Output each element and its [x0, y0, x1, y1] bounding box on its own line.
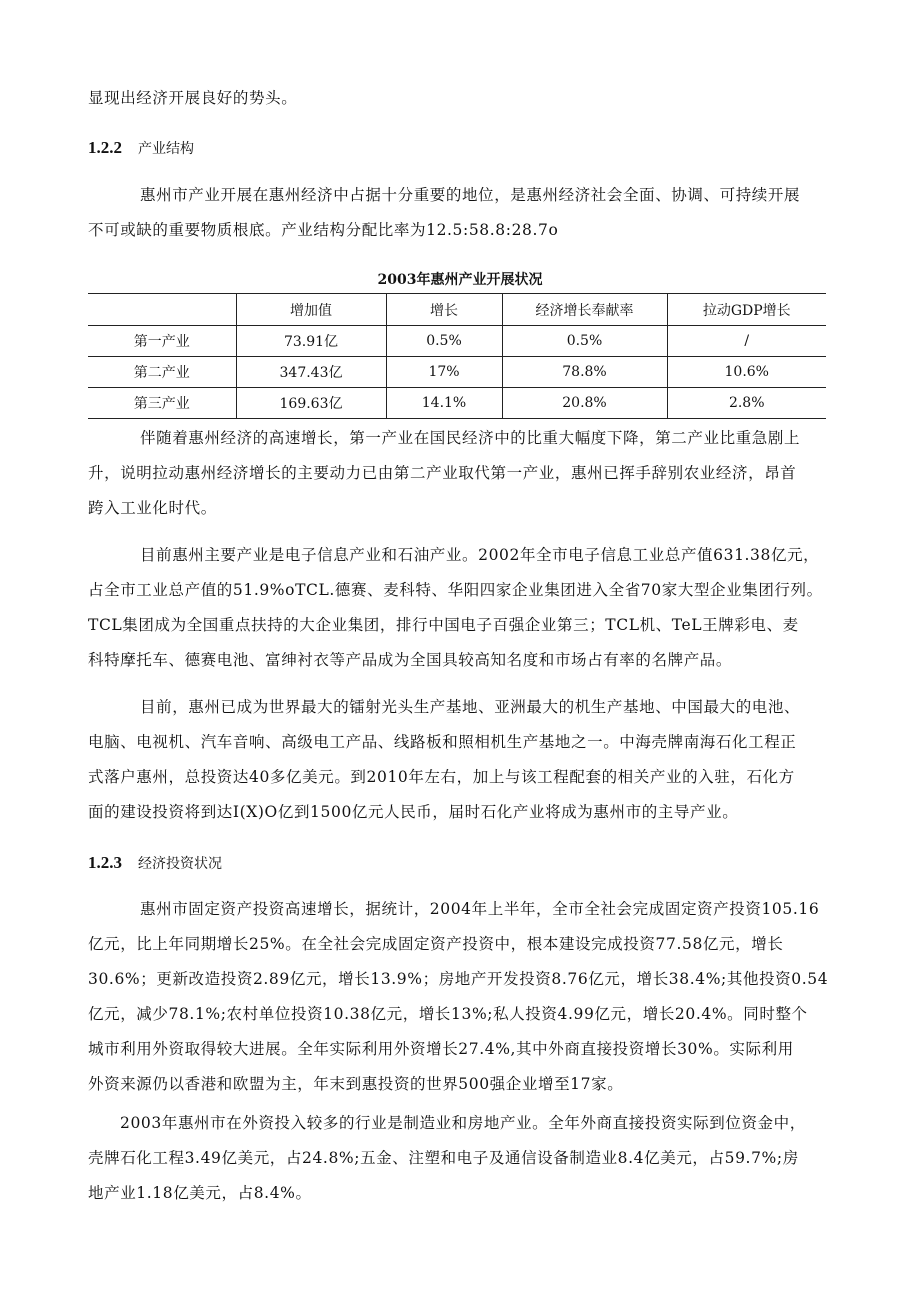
text-line: 电脑、电视机、汽车音响、高级电工产品、线路板和照相机生产基地之一。中海壳牌南海石化工程正 — [88, 733, 797, 751]
industry-table — [88, 293, 826, 419]
text-line: 地产业1.18亿美元，占8.4%。 — [88, 1184, 312, 1202]
text-line: 城市利用外资取得较大进展。全年实际利用外资增长27.4%,其中外商直接投资增长30%。实际利用 — [88, 1040, 794, 1058]
table-header-cell: 经济增长奉献率 — [502, 294, 667, 326]
text-line: 惠州市产业开展在惠州经济中占据十分重要的地位，是惠州经济社会全面、协调、可持续开展 — [140, 186, 801, 204]
text-line: 2003年惠州市在外资投入较多的行业是制造业和房地产业。全年外商直接投资实际到位资金中， — [120, 1114, 806, 1132]
table-header-cell: 拉动GDP增长 — [667, 294, 826, 326]
table-cell: 第二产业 — [88, 357, 236, 388]
text-line: 30.6%；更新改造投资2.89亿元，增长13.9%；房地产开发投资8.76亿元，增长38.4%;其他投资0.54 — [88, 970, 829, 988]
text-line: 亿元，比上年同期增长25%。在全社会完成固定资产投资中，根本建设完成投资77.58亿元，增长 — [88, 935, 784, 953]
table-cell: 0.5% — [502, 326, 667, 357]
text-line: 面的建设投资将到达I(X)O亿到1500亿元人民币，届时石化产业将成为惠州市的主导产业。 — [88, 803, 739, 821]
table-cell: 73.91亿 — [236, 326, 386, 357]
section-number: 1.2.2 — [88, 138, 122, 157]
text-line: 目前惠州主要产业是电子信息产业和石油产业。2002年全市电子信息工业总产值631.38亿元， — [140, 546, 820, 564]
table-cell: 169.63亿 — [236, 388, 386, 419]
section-heading-1-2-2 — [88, 137, 194, 160]
table-cell: 347.43亿 — [236, 357, 386, 388]
table-cell: 17% — [386, 357, 502, 388]
text-line: 伴随着惠州经济的高速增长，第一产业在国民经济中的比重大幅度下降，第二产业比重急剧上 — [140, 429, 801, 447]
table-cell: 2.8% — [667, 388, 826, 419]
text-line: 外资来源仍以香港和欧盟为主，年末到惠投资的世界500强企业增至17家。 — [88, 1075, 624, 1093]
table-header-row — [88, 294, 826, 326]
table-cell: 10.6% — [667, 357, 826, 388]
table-cell: 第一产业 — [88, 326, 236, 357]
table-cell: / — [667, 326, 826, 357]
section-number: 1.2.3 — [88, 853, 122, 872]
table-cell: 第三产业 — [88, 388, 236, 419]
text-line: 跨入工业化时代。 — [88, 499, 217, 517]
section-heading-1-2-3 — [88, 852, 222, 875]
table-row — [88, 388, 826, 419]
text-line: 惠州市固定资产投资高速增长，据统计，2004年上半年，全市全社会完成固定资产投资105.16 — [140, 900, 820, 918]
table-row — [88, 357, 826, 388]
table-header-cell: 增加值 — [236, 294, 386, 326]
text-line: 占全市工业总产值的51.9%oTCL.德赛、麦科特、华阳四家企业集团进入全省70家大型企业集团行列。 — [88, 581, 823, 599]
text-line: 科特摩托车、德赛电池、富绅衬衣等产品成为全国具较高知名度和市场占有率的名牌产品。 — [88, 651, 733, 669]
text-line: 不可或缺的重要物质根底。产业结构分配比率为12.5:58.8:28.7o — [88, 221, 559, 239]
section-title: 经济投资状况 — [138, 856, 222, 872]
table-caption: 2003年惠州产业开展状况 — [377, 272, 543, 288]
text-line: TCL集团成为全国重点扶持的大企业集团，排行中国电子百强企业第三；TCL机、TeL王牌彩电、麦 — [88, 616, 799, 634]
text-line: 升，说明拉动惠州经济增长的主要动力已由第二产业取代第一产业，惠州已挥手辞别农业经济，昂首 — [88, 464, 797, 482]
text-line: 亿元，减少78.1%;农村单位投资10.38亿元，增长13%;私人投资4.99亿元，增长20.4%。同时整个 — [88, 1005, 808, 1023]
table-header-cell: 增长 — [386, 294, 502, 326]
table-cell: 14.1% — [386, 388, 502, 419]
text-line: 式落户惠州，总投资达40多亿美元。到2010年左右，加上与该工程配套的相关产业的入驻，石化方 — [88, 768, 795, 786]
table-cell: 78.8% — [502, 357, 667, 388]
section-title: 产业结构 — [138, 141, 194, 157]
text-line: 显现出经济开展良好的势头。 — [88, 89, 298, 107]
table-cell: 20.8% — [502, 388, 667, 419]
table-header-cell — [88, 294, 236, 326]
text-line: 壳牌石化工程3.49亿美元，占24.8%;五金、注塑和电子及通信设备制造业8.4亿美元，占59.7%;房 — [88, 1149, 799, 1167]
text-line: 目前，惠州已成为世界最大的镭射光头生产基地、亚洲最大的机生产基地、中国最大的电池、 — [140, 698, 801, 716]
table-row — [88, 326, 826, 357]
table-cell: 0.5% — [386, 326, 502, 357]
